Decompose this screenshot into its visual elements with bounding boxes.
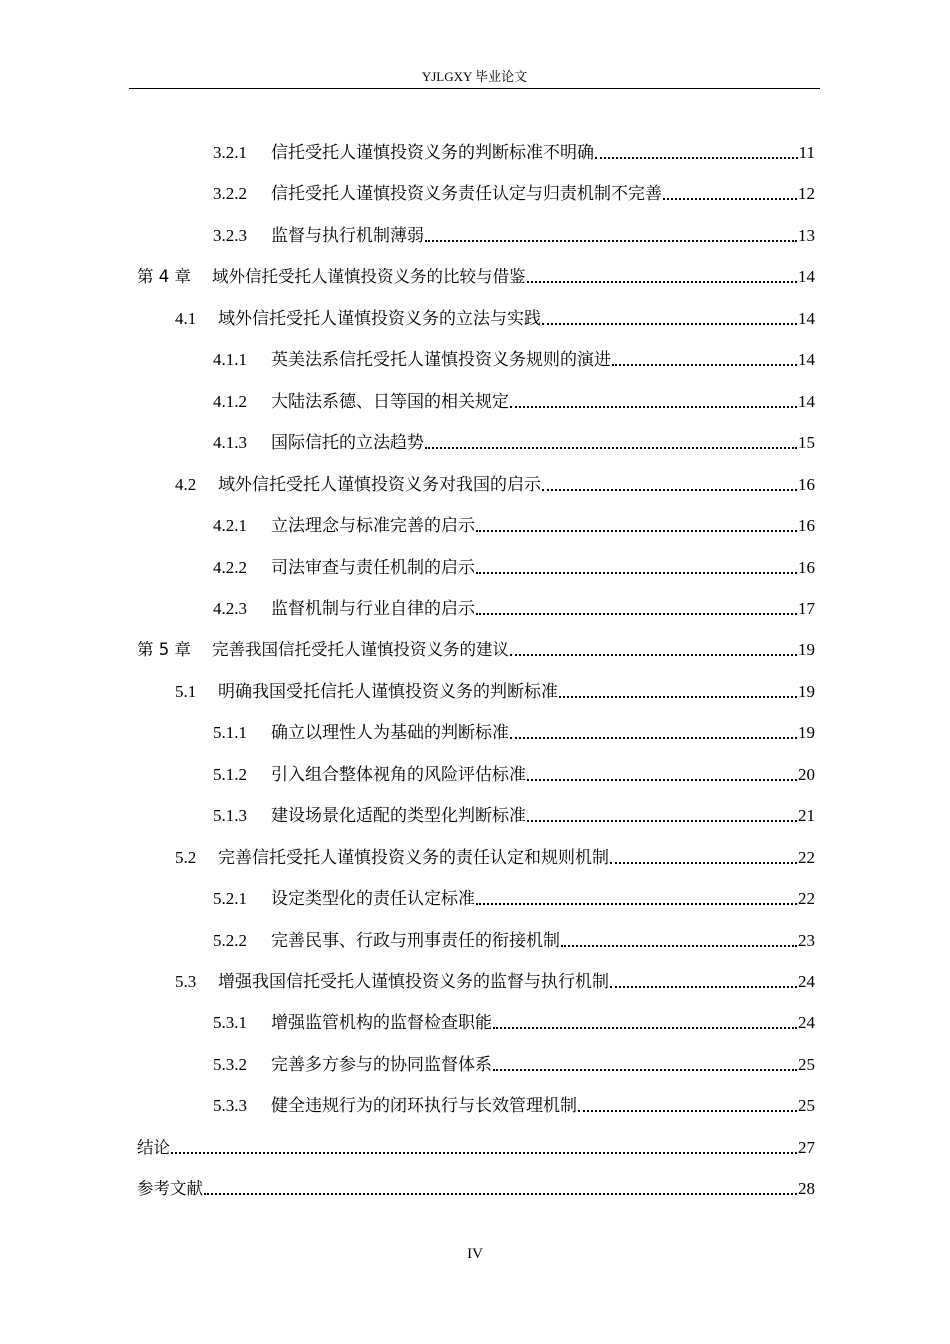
toc-entry[interactable]: [213, 930, 815, 952]
toc-entry-title: 司法审查与责任机制的启示: [271, 558, 475, 577]
toc-entry-title: 完善我国信托受托人谨慎投资义务的建议: [212, 640, 509, 659]
toc-entry-page: 14: [798, 267, 815, 286]
toc-entry-title: 明确我国受托信托人谨慎投资义务的判断标准: [218, 682, 558, 701]
toc-entry[interactable]: [175, 971, 815, 993]
toc-entry[interactable]: [175, 474, 815, 496]
toc-entry-number: 5.2.2: [213, 931, 247, 950]
toc-entry-page: 23: [798, 931, 815, 950]
toc-entry[interactable]: [213, 764, 815, 786]
toc-entry-page: 22: [798, 889, 815, 908]
toc-entry[interactable]: [213, 225, 815, 247]
toc-dot-leader: [610, 986, 797, 988]
toc-entry[interactable]: [213, 183, 815, 205]
toc-entry[interactable]: [213, 1095, 815, 1117]
toc-entry-number: 5.3.2: [213, 1055, 247, 1074]
toc-entry-number: 4.2.3: [213, 599, 247, 618]
toc-entry-page: 15: [798, 433, 815, 452]
toc-entry-page: 14: [798, 309, 815, 328]
toc-dot-leader: [559, 696, 797, 698]
toc-dot-leader: [476, 613, 797, 615]
toc-entry-number: 4.1: [175, 309, 197, 328]
toc-dot-leader: [493, 1069, 797, 1071]
toc-entry[interactable]: [213, 1054, 815, 1076]
toc-entry-title: 域外信托受托人谨慎投资义务的比较与借鉴: [212, 267, 526, 286]
page-number: IV: [467, 1246, 483, 1262]
toc-entry[interactable]: [213, 515, 815, 537]
toc-entry-number: 第 5 章: [137, 640, 191, 659]
toc-entry-page: 17: [798, 599, 815, 618]
toc-dot-leader: [204, 1193, 797, 1195]
toc-entry-page: 27: [798, 1138, 815, 1157]
toc-entry-number: 3.2.1: [213, 143, 247, 162]
toc-entry[interactable]: [213, 888, 815, 910]
toc-entry-page: 25: [798, 1055, 815, 1074]
toc-entry-number: 4.2.2: [213, 558, 247, 577]
toc-entry[interactable]: [175, 308, 815, 330]
toc-entry-number: 3.2.2: [213, 184, 247, 203]
toc-entry[interactable]: [137, 639, 815, 661]
toc-dot-leader: [476, 572, 797, 574]
toc-entry[interactable]: [137, 1137, 815, 1159]
toc-entry-number: 5.1.2: [213, 765, 247, 784]
toc-entry-page: 16: [798, 475, 815, 494]
toc-entry-title: 建设场景化适配的类型化判断标准: [271, 806, 526, 825]
toc-entry[interactable]: [213, 722, 815, 744]
toc-entry-number: 5.1.1: [213, 723, 247, 742]
toc-entry-page: 25: [798, 1096, 815, 1115]
toc-dot-leader: [425, 447, 797, 449]
toc-dot-leader: [510, 654, 797, 656]
toc-dot-leader: [476, 903, 797, 905]
toc-entry-page: 12: [798, 184, 815, 203]
toc-entry-page: 14: [798, 392, 815, 411]
toc-entry-title: 大陆法系德、日等国的相关规定: [271, 392, 509, 411]
toc-entry-title: 国际信托的立法趋势: [271, 433, 424, 452]
toc-entry-page: 24: [798, 972, 815, 991]
toc-entry[interactable]: [175, 847, 815, 869]
toc-entry-title: 设定类型化的责任认定标准: [271, 889, 475, 908]
toc-entry-title: 信托受托人谨慎投资义务责任认定与归责机制不完善: [271, 184, 662, 203]
toc-dot-leader: [425, 240, 797, 242]
toc-entry-number: 5.1.3: [213, 806, 247, 825]
toc-entry-page: 20: [798, 765, 815, 784]
running-header: YJLGXY 毕业论文: [421, 69, 528, 84]
toc-entry[interactable]: [137, 1178, 815, 1200]
toc-dot-leader: [610, 862, 797, 864]
toc-entry-page: 21: [798, 806, 815, 825]
toc-entry-page: 19: [798, 723, 815, 742]
toc-entry[interactable]: [213, 142, 815, 164]
toc-entry-number: 第 4 章: [137, 267, 191, 286]
toc-entry-page: 11: [798, 143, 815, 162]
toc-entry-title: 完善民事、行政与刑事责任的衔接机制: [271, 931, 560, 950]
toc-entry-page: 16: [798, 516, 815, 535]
toc-entry-number: 5.3.1: [213, 1013, 247, 1032]
toc-entry-number: 5.3: [175, 972, 197, 991]
toc-entry-number: 4.2.1: [213, 516, 247, 535]
toc-dot-leader: [595, 157, 798, 159]
toc-entry-number: 4.1.1: [213, 350, 247, 369]
toc-dot-leader: [578, 1110, 797, 1112]
toc-dot-leader: [171, 1152, 797, 1154]
toc-entry-page: 13: [798, 226, 815, 245]
toc-entry-title: 域外信托受托人谨慎投资义务的立法与实践: [218, 309, 541, 328]
toc-entry-title: 监督机制与行业自律的启示: [271, 599, 475, 618]
toc-entry-page: 22: [798, 848, 815, 867]
toc-entry-title: 健全违规行为的闭环执行与长效管理机制: [271, 1096, 577, 1115]
toc-dot-leader: [510, 406, 797, 408]
toc-entry[interactable]: [213, 598, 815, 620]
toc-entry-number: 5.2.1: [213, 889, 247, 908]
toc-entry-number: 4.1.2: [213, 392, 247, 411]
toc-dot-leader: [510, 737, 797, 739]
toc-dot-leader: [527, 281, 798, 283]
toc-entry-number: 5.3.3: [213, 1096, 247, 1115]
toc-dot-leader: [561, 945, 797, 947]
toc-entry-number: 3.2.3: [213, 226, 247, 245]
toc-dot-leader: [542, 489, 797, 491]
toc-entry[interactable]: [137, 266, 815, 288]
toc-entry[interactable]: [213, 349, 815, 371]
toc-entry-title: 增强我国信托受托人谨慎投资义务的监督与执行机制: [218, 972, 609, 991]
toc-dot-leader: [542, 323, 797, 325]
toc-entry-title: 域外信托受托人谨慎投资义务对我国的启示: [218, 475, 541, 494]
toc-entry-page: 14: [798, 350, 815, 369]
toc-entry[interactable]: [213, 432, 815, 454]
toc-entry[interactable]: [213, 391, 815, 413]
toc-entry-title: 完善信托受托人谨慎投资义务的责任认定和规则机制: [218, 848, 609, 867]
toc-entry[interactable]: [213, 1012, 815, 1034]
toc-dot-leader: [527, 820, 797, 822]
toc-entry-number: 5.2: [175, 848, 197, 867]
toc-entry-title: 监督与执行机制薄弱: [271, 226, 424, 245]
toc-entry-page: 28: [798, 1179, 815, 1198]
toc-entry[interactable]: [213, 557, 815, 579]
toc-entry-title: 结论: [137, 1138, 170, 1157]
toc-entry-page: 24: [798, 1013, 815, 1032]
toc-entry-title: 确立以理性人为基础的判断标准: [271, 723, 509, 742]
toc-entry-number: 4.2: [175, 475, 197, 494]
toc-dot-leader: [476, 530, 797, 532]
toc-entry-page: 19: [798, 640, 815, 659]
toc-dot-leader: [663, 198, 797, 200]
toc-entry-page: 16: [798, 558, 815, 577]
toc-entry-title: 引入组合整体视角的风险评估标准: [271, 765, 526, 784]
toc-entry[interactable]: [175, 681, 815, 703]
toc-entry-number: 4.1.3: [213, 433, 247, 452]
toc-dot-leader: [527, 779, 797, 781]
toc-entry-title: 英美法系信托受托人谨慎投资义务规则的演进: [271, 350, 611, 369]
toc-dot-leader: [612, 364, 797, 366]
header-rule: [129, 88, 820, 89]
toc-entry-title: 增强监管机构的监督检查职能: [271, 1013, 492, 1032]
toc-entry-title: 参考文献: [137, 1179, 203, 1198]
toc-entry[interactable]: [213, 805, 815, 827]
toc-entry-title: 信托受托人谨慎投资义务的判断标准不明确: [271, 143, 594, 162]
toc-entry-page: 19: [798, 682, 815, 701]
toc-dot-leader: [493, 1027, 797, 1029]
toc-entry-number: 5.1: [175, 682, 197, 701]
toc-entry-title: 立法理念与标准完善的启示: [271, 516, 475, 535]
toc-entry-title: 完善多方参与的协同监督体系: [271, 1055, 492, 1074]
